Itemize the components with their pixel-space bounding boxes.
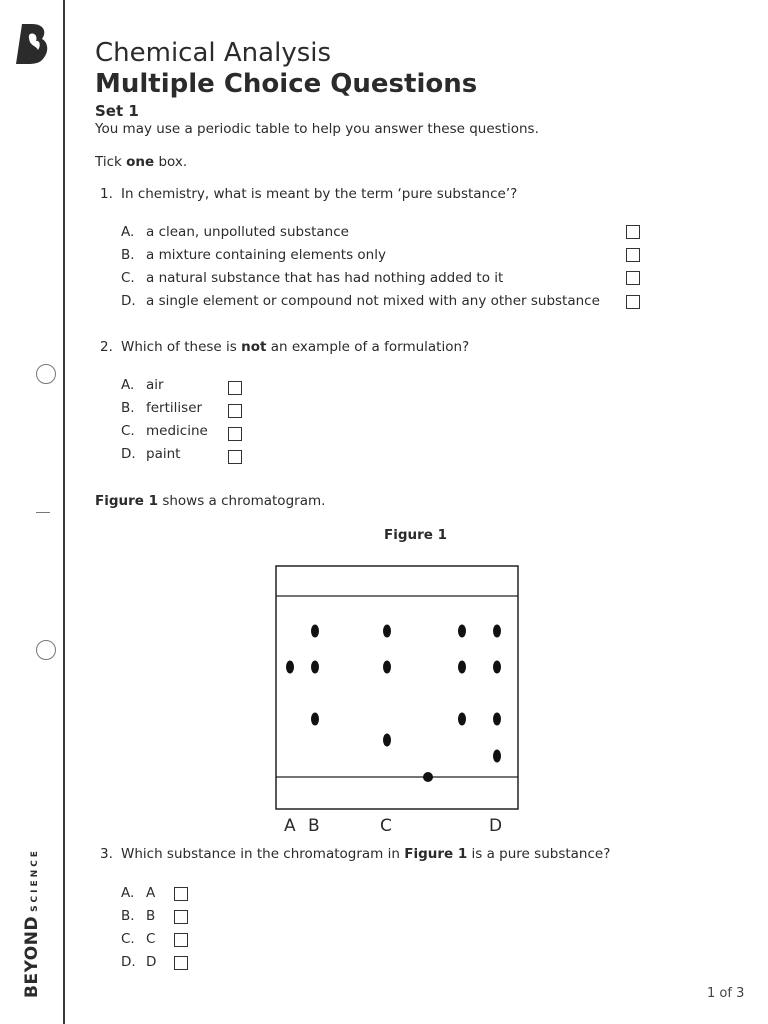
- option-text: C: [146, 931, 156, 947]
- option-text: medicine: [146, 423, 208, 439]
- lane-label-c: C: [380, 816, 392, 836]
- option-letter: B.: [121, 400, 135, 416]
- option-text: a natural substance that has had nothing added to it: [146, 270, 504, 286]
- option-letter: B.: [121, 247, 135, 263]
- question-text-part: an example of a formulation?: [266, 339, 470, 355]
- question-text-part: Which substance in the chromatogram in: [121, 846, 405, 862]
- question-number: 3.: [100, 846, 113, 862]
- spot-lane-c: [383, 661, 391, 674]
- brand-wordmark: [22, 848, 42, 998]
- answer-checkbox[interactable]: [228, 404, 242, 418]
- baseline-spot: [423, 772, 433, 782]
- question-text: In chemistry, what is meant by the term ‘pure substance’?: [121, 186, 518, 202]
- spot-lane-c: [383, 625, 391, 638]
- spot-lane-d: [493, 625, 501, 638]
- option-letter: B.: [121, 908, 135, 924]
- option-text: air: [146, 377, 164, 393]
- option-letter: C.: [121, 931, 135, 947]
- question-text: [121, 339, 469, 355]
- spot-lane-a: [286, 661, 294, 674]
- spot-lane-b: [311, 625, 319, 638]
- lane-label-b: B: [308, 816, 320, 836]
- brand-big: BEYOND: [22, 915, 42, 998]
- spot-lane-b: [311, 713, 319, 726]
- brand-small: SCIENCE: [30, 848, 40, 912]
- margin-line: [63, 0, 65, 1024]
- option-text: a single element or compound not mixed with any other substance: [146, 293, 600, 309]
- chromatogram-figure: [270, 560, 530, 840]
- lane-label-d: D: [489, 816, 503, 836]
- tick-bold: one: [126, 154, 155, 170]
- instruction-text: You may use a periodic table to help you answer these questions.: [95, 121, 539, 137]
- spot-lane-unknown: [458, 625, 466, 638]
- fold-mark: [36, 512, 50, 513]
- question-text-part: Which of these is: [121, 339, 242, 355]
- option-text: fertiliser: [146, 400, 203, 416]
- answer-checkbox[interactable]: [228, 427, 242, 441]
- option-letter: A.: [121, 224, 135, 240]
- binder-hole: [36, 640, 56, 660]
- question-number: 1.: [100, 186, 113, 202]
- answer-checkbox[interactable]: [174, 933, 188, 947]
- option-letter: D.: [121, 954, 136, 970]
- answer-checkbox[interactable]: [174, 910, 188, 924]
- page-title: Multiple Choice Questions: [95, 69, 478, 99]
- option-text: a mixture containing elements only: [146, 247, 386, 263]
- answer-checkbox[interactable]: [626, 225, 640, 239]
- spot-lane-d: [493, 661, 501, 674]
- option-letter: D.: [121, 293, 136, 309]
- binder-hole: [36, 364, 56, 384]
- chromatogram-paper: [276, 566, 518, 809]
- option-letter: A.: [121, 377, 135, 393]
- tick-suffix: box.: [154, 154, 188, 170]
- tick-instruction: [95, 154, 187, 170]
- option-text: a clean, unpolluted substance: [146, 224, 349, 240]
- option-letter: A.: [121, 885, 135, 901]
- spot-lane-d: [493, 713, 501, 726]
- page-title-topic: Chemical Analysis: [95, 38, 332, 68]
- answer-checkbox[interactable]: [626, 248, 640, 262]
- spot-lane-b: [311, 661, 319, 674]
- set-label: Set 1: [95, 102, 139, 120]
- option-text: B: [146, 908, 156, 924]
- spot-lane-unknown: [458, 713, 466, 726]
- answer-checkbox[interactable]: [228, 450, 242, 464]
- spot-lane-d: [493, 750, 501, 763]
- beyond-logo-icon: [14, 22, 50, 66]
- lane-label-a: A: [284, 816, 296, 836]
- spot-lane-c: [383, 734, 391, 747]
- answer-checkbox[interactable]: [228, 381, 242, 395]
- option-letter: D.: [121, 446, 136, 462]
- page-number: 1 of 3: [707, 986, 745, 1001]
- spot-lane-unknown: [458, 661, 466, 674]
- figure-ref-bold: Figure 1: [95, 493, 159, 509]
- option-letter: C.: [121, 270, 135, 286]
- question-number: 2.: [100, 339, 113, 355]
- option-text: A: [146, 885, 156, 901]
- question-text-bold: Figure 1: [404, 846, 468, 862]
- figure-title: Figure 1: [384, 527, 448, 543]
- question-text: [121, 846, 610, 862]
- answer-checkbox[interactable]: [626, 271, 640, 285]
- answer-checkbox[interactable]: [174, 887, 188, 901]
- figure-intro-text: shows a chromatogram.: [158, 493, 326, 509]
- option-text: D: [146, 954, 157, 970]
- tick-prefix: Tick: [95, 154, 127, 170]
- question-text-bold: not: [241, 339, 267, 355]
- answer-checkbox[interactable]: [174, 956, 188, 970]
- answer-checkbox[interactable]: [626, 295, 640, 309]
- option-letter: C.: [121, 423, 135, 439]
- figure-intro: [95, 493, 325, 509]
- question-text-part: is a pure substance?: [467, 846, 611, 862]
- option-text: paint: [146, 446, 181, 462]
